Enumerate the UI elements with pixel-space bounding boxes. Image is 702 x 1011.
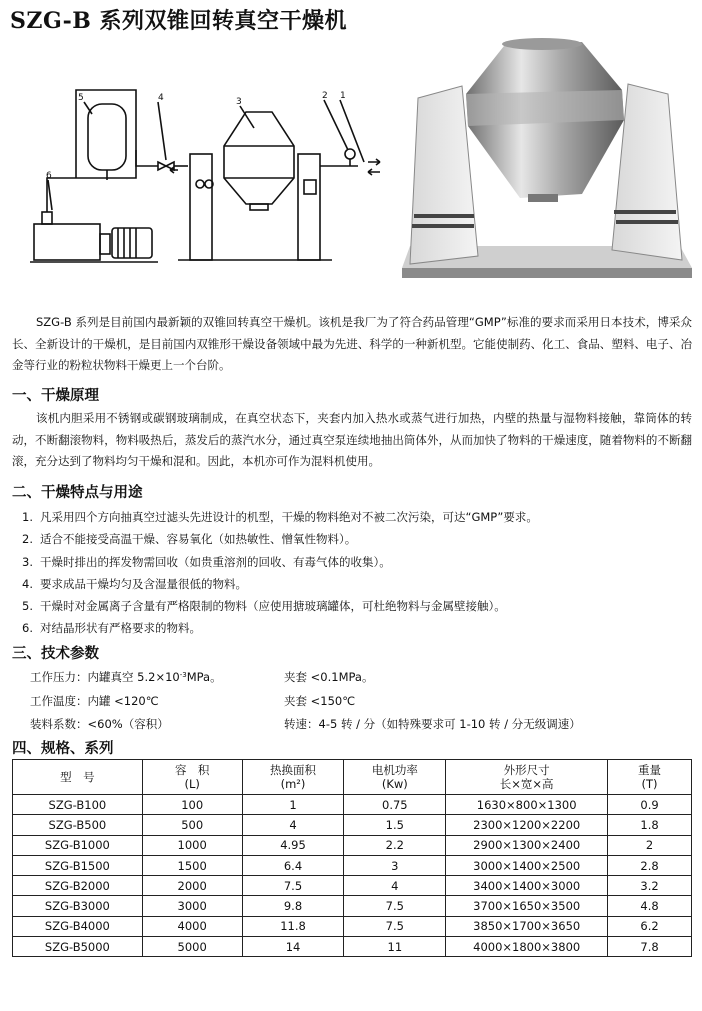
- table-row: SZG-B5000 5000 14 11 4000×1800×3800 7.8: [13, 937, 692, 957]
- principle-paragraph: 该机内胆采用不锈钢或碳钢玻璃制成，在真空状态下，夹套内加入热水或蒸气进行加热，内壁的热量与湿物料接触，靠筒体的转动，不断翻滚物料，物料吸热后，蒸发后的蒸汽水分，通过真空泵连续地抽出筒体外，从而加快了物料的干燥速度，随着物料的不断翻滚，充分达到了物料均匀干燥和混和。因此，本机亦可作为混料机使用。: [12, 411, 692, 468]
- diagram-label-6: 6: [46, 171, 52, 181]
- diagram-label-4: 4: [158, 93, 164, 103]
- table-row: SZG-B2000 2000 7.5 4 3400×1400×3000 3.2: [13, 876, 692, 896]
- header-weight: 重量 (T): [608, 760, 692, 795]
- table-row: SZG-B3000 3000 9.8 7.5 3700×1650×3500 4.8: [13, 896, 692, 916]
- parameters-block: [30, 666, 690, 737]
- list-item: 2. 适合不能接受高温干燥、容易氧化（如热敏性、憎氧性物料）。: [22, 532, 357, 547]
- features-list: [22, 506, 538, 640]
- table-row: SZG-B500 500 4 1.5 2300×1200×2200 1.8: [13, 815, 692, 835]
- spec-table: [12, 759, 692, 957]
- diagram-label-1: 1: [340, 91, 346, 101]
- dryer-schematic-diagram: [28, 84, 384, 274]
- header-dimensions: 外形尺寸 长×宽×高: [446, 760, 608, 795]
- header-volume: 容 积 (L): [142, 760, 242, 795]
- section-heading-principle: 一、干燥原理: [12, 388, 99, 404]
- page-title: SZG-B 系列双锥回转真空干燥机: [10, 8, 348, 34]
- table-header-row: [13, 760, 692, 795]
- load-factor: 装料系数：<60%（容积）: [30, 717, 169, 731]
- section-heading-parameters: 三、技术参数: [12, 646, 99, 662]
- diagram-label-2: 2: [322, 91, 328, 101]
- temperature-inner: 工作温度：内罐 <120℃: [30, 693, 159, 708]
- intro-paragraph: SZG-B 系列是目前国内最新颖的双锥回转真空干燥机。该机是我厂为了符合药品管理“GMP”标准的要求而采用日本技术，博采众长、全新设计的干燥机，是目前国内双锥形干燥设备领域中最为先进、科学的一种新机型。它能使制药、化工、食品、塑料、电子、冶金等行业的粉粒状物料干燥更上一个台阶。: [12, 315, 692, 372]
- temperature-jacket: 夹套 <150℃: [284, 693, 356, 708]
- list-item: 1. 凡采用四个方向抽真空过滤头先进设计的机型，干燥的物料绝对不被二次污染，可达“GMP”要求。: [22, 510, 538, 524]
- header-heat-area: 热换面积 (m²): [242, 760, 344, 795]
- pressure-inner: 工作压力：内罐真空 $5.2\times 10^{-3}MPa$。: [30, 670, 222, 684]
- list-item: 6. 对结晶形状有严格要求的物料。: [22, 621, 201, 636]
- diagram-label-5: 5: [78, 93, 84, 103]
- table-row: SZG-B1000 1000 4.95 2.2 2900×1300×2400 2: [13, 835, 692, 855]
- list-item: 5. 干燥时对金属离子含量有严格限制的物料（应使用搪玻璃罐体，可杜绝物料与金属壁接触）。: [22, 599, 506, 614]
- section-heading-features: 二、干燥特点与用途: [12, 485, 143, 501]
- pressure-jacket: 夹套 <0.1MPa。: [284, 670, 374, 684]
- header-motor-power: 电机功率 (Kw): [344, 760, 446, 795]
- dryer-product-photo: [400, 28, 695, 290]
- table-row: SZG-B100 100 1 0.75 1630×800×1300 0.9: [13, 795, 692, 815]
- diagram-label-3: 3: [236, 97, 242, 107]
- rotation-speed: 转速：4-5 转 / 分（如特殊要求可 1-10 转 / 分无级调速）: [284, 717, 581, 731]
- list-item: 3. 干燥时排出的挥发物需回收（如贵重溶剂的回收、有毒气体的收集）。: [22, 554, 391, 569]
- table-row: SZG-B1500 1500 6.4 3 3000×1400×2500 2.8: [13, 855, 692, 875]
- table-row: SZG-B4000 4000 11.8 7.5 3850×1700×3650 6.2: [13, 916, 692, 936]
- header-model: 型 号: [13, 760, 143, 795]
- list-item: 4. 要求成品干燥均匀及含湿量很低的物料。: [22, 576, 247, 591]
- section-heading-specs: 四、规格、系列: [12, 741, 114, 757]
